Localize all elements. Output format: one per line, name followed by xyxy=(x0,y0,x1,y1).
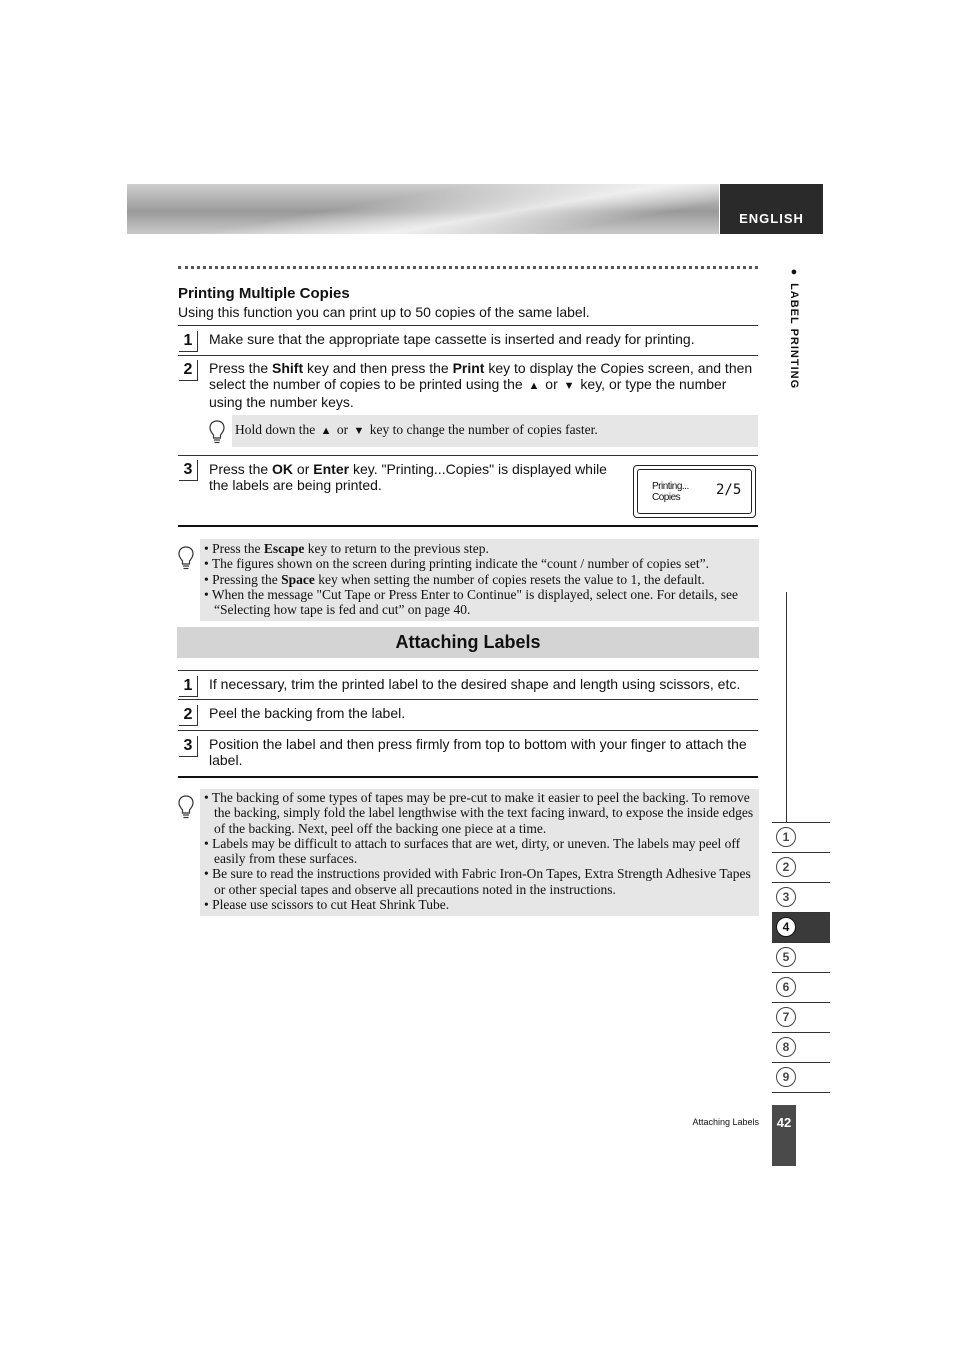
chapter-tab-2[interactable] xyxy=(772,853,830,883)
bullet-icon: • xyxy=(204,571,209,587)
chapter-number: 1 xyxy=(776,827,796,847)
footer-section-label: Attaching Labels xyxy=(692,1117,759,1127)
chapter-tab-3[interactable] xyxy=(772,883,830,913)
lightbulb-icon xyxy=(177,545,195,571)
notes-box xyxy=(200,539,759,621)
language-tab xyxy=(720,184,823,234)
text-run: Press the xyxy=(209,461,273,477)
lcd-line-2: Copies xyxy=(652,492,681,503)
section-title: Printing Multiple Copies xyxy=(178,285,350,302)
text-run: Hold down the xyxy=(235,422,319,437)
step-number: 2 xyxy=(179,360,198,381)
key-name: Space xyxy=(281,571,315,587)
step-text xyxy=(209,461,629,493)
divider xyxy=(178,325,758,326)
divider xyxy=(178,730,758,731)
down-arrow-icon: ▼ xyxy=(353,425,365,437)
text-run: key to return to the previous step. xyxy=(304,541,489,556)
chapter-tab-1[interactable] xyxy=(772,823,830,853)
text-run: or xyxy=(541,376,562,392)
lightbulb-icon xyxy=(208,419,226,445)
chapter-tab-9[interactable] xyxy=(772,1063,830,1093)
chapter-number: 3 xyxy=(776,887,796,907)
bullet-icon: • xyxy=(204,897,209,913)
divider xyxy=(178,355,758,356)
divider xyxy=(178,525,758,527)
tip-text xyxy=(235,422,598,439)
page-number: 42 xyxy=(772,1105,796,1166)
divider xyxy=(178,670,758,671)
chapter-number: 8 xyxy=(776,1037,796,1057)
chapter-number: 7 xyxy=(776,1007,796,1027)
side-section-text: LABEL PRINTING xyxy=(788,283,800,390)
notes-list xyxy=(202,790,757,912)
bullet-icon: • xyxy=(204,835,209,851)
up-arrow-icon: ▲ xyxy=(320,425,332,437)
side-section-label xyxy=(770,266,800,396)
step-number: 3 xyxy=(179,736,198,757)
key-name: Escape xyxy=(263,541,305,556)
chapter-number: 2 xyxy=(776,857,796,877)
key-name: Print xyxy=(452,360,485,376)
chapter-tab-5[interactable] xyxy=(772,943,830,973)
note-item xyxy=(202,572,755,587)
step-number: 3 xyxy=(179,460,198,481)
note-item xyxy=(202,897,757,912)
step-number: 1 xyxy=(179,331,198,352)
tip-box xyxy=(232,415,758,447)
chapter-number: 6 xyxy=(776,977,796,997)
divider xyxy=(178,699,758,700)
chapter-number: 9 xyxy=(776,1067,796,1087)
step-text: Position the label and then press firmly from top to bottom with your finger to attach the label. xyxy=(209,736,747,768)
text-run: Pressing the xyxy=(212,571,282,587)
text-run: or xyxy=(293,461,314,477)
text-run: Press the xyxy=(212,541,264,556)
note-item xyxy=(202,541,755,556)
text-run: Be sure to read the instructions provided with Fabric Iron-On Tapes, Extra Strength Adhesive Tapes or other special tapes and observe all precautions noted in the instructions. xyxy=(212,866,751,897)
step-text: If necessary, trim the printed label to the desired shape and length using scissors, etc. xyxy=(209,676,741,692)
bullet-icon: • xyxy=(204,541,209,556)
text-run: The figures shown on the screen during printing indicate the “count / number of copies set”. xyxy=(211,556,709,572)
chapter-tab-8[interactable] xyxy=(772,1033,830,1063)
bullet-icon: • xyxy=(204,790,209,805)
section-intro: Using this function you can print up to 50 copies of the same label. xyxy=(178,304,590,320)
notes-list xyxy=(202,541,755,617)
lcd-line-1: Printing... xyxy=(652,481,689,492)
header-swoosh xyxy=(127,184,719,234)
text-run: Press the xyxy=(209,360,273,376)
text-run: Please use scissors to cut Heat Shrink Tube. xyxy=(212,897,450,913)
chapter-tab-7[interactable] xyxy=(772,1003,830,1033)
bullet-icon: • xyxy=(204,586,209,602)
divider xyxy=(178,776,758,778)
text-run: key when setting the number of copies resets the value to 1, the default. xyxy=(314,571,705,587)
down-arrow-icon: ▼ xyxy=(563,380,575,392)
text-run: Labels may be difficult to attach to surfaces that are wet, dirty, or uneven. The labels may peel off easily from these surfaces. xyxy=(212,835,741,867)
up-arrow-icon: ▲ xyxy=(528,380,540,392)
note-item xyxy=(202,556,755,571)
text-run: When the message "Cut Tape or Press Enter to Continue" is displayed, select one. For details, see “Selecting how tape is fed and cut” on page 40. xyxy=(211,586,738,618)
side-line xyxy=(786,592,787,822)
chapter-number: 4 xyxy=(776,917,796,937)
text-run: key and then press the xyxy=(303,360,453,376)
bullet-icon: • xyxy=(204,866,209,882)
step-number: 2 xyxy=(179,705,198,726)
lcd-count: 2/5 xyxy=(716,482,742,498)
side-dot-icon: ● xyxy=(788,266,800,279)
section-banner: Attaching Labels xyxy=(177,627,759,658)
notes-box xyxy=(200,789,759,916)
key-name: Shift xyxy=(272,360,304,376)
lightbulb-icon xyxy=(177,794,195,820)
note-item xyxy=(202,587,755,618)
language-label: ENGLISH xyxy=(739,211,804,226)
step-text: Peel the backing from the label. xyxy=(209,705,406,721)
chapter-tab-6[interactable] xyxy=(772,973,830,1003)
text-run: key. "Printing...Copies" is displayed while the labels are being printed. xyxy=(209,461,607,493)
text-run: key to display the Copies screen, and then select the number of copies to be printed using the xyxy=(209,360,753,392)
chapter-number: 5 xyxy=(776,947,796,967)
chapter-tab-4[interactable] xyxy=(772,913,830,943)
divider xyxy=(178,455,758,456)
step-number: 1 xyxy=(179,676,198,697)
text-run: The backing of some types of tapes may be pre-cut to make it easier to peel the backing. To remove the backing, simply fold the label lengthwise with the text facing inward, to expose the inside edges of the backing. Next, peel off the backing one piece at a time. xyxy=(211,790,754,836)
step-text xyxy=(209,360,759,410)
text-run: or xyxy=(333,422,352,437)
note-item xyxy=(202,790,757,836)
step-text: Make sure that the appropriate tape cassette is inserted and ready for printing. xyxy=(209,331,695,347)
note-item xyxy=(202,866,757,897)
note-item xyxy=(202,836,757,867)
key-name: Enter xyxy=(313,461,350,477)
key-name: OK xyxy=(272,461,294,477)
text-run: key, or type the number using the number keys. xyxy=(209,376,727,410)
bullet-icon: • xyxy=(204,556,209,572)
text-run: key to change the number of copies faster. xyxy=(366,422,598,437)
dotted-divider xyxy=(178,266,758,269)
